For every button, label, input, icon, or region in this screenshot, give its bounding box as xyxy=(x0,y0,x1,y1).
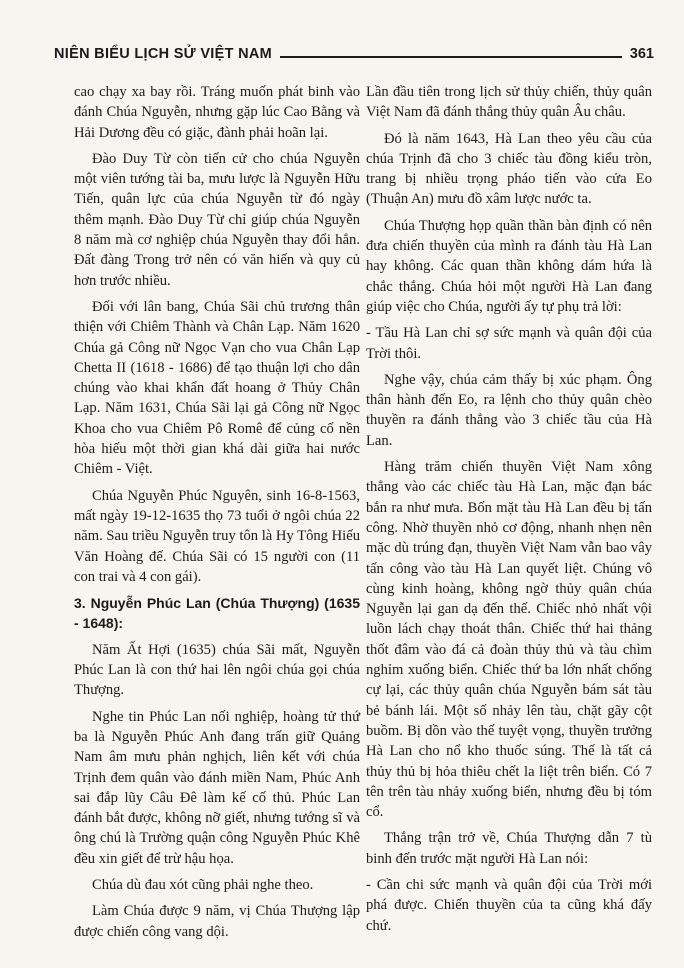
header-rule xyxy=(280,56,622,58)
paragraph: Đối với lân bang, Chúa Sãi chủ trương thân thiện với Chiêm Thành và Chân Lạp. Năm 1620 Chúa gả Công nữ Ngọc Vạn cho vua Chân Lạp Chetta II (1618 - 1686) để tạo thuận lợi cho dân chúng vào khai khẩn đất hoang ở Thủy Chân Lạp. Năm 1631, Chúa Sãi lại gả Công nữ Ngọc Khoa cho vua Chiêm Pô Romê để củng cố nền hòa hiếu một thời gian khá dài giữa hai nước Chiêm - Việt. xyxy=(74,298,360,478)
dialogue-line: - Tầu Hà Lan chỉ sợ sức mạnh và quân đội của Trời thôi. xyxy=(366,325,652,362)
paragraph: Chúa dù đau xót cũng phải nghe theo. xyxy=(92,876,314,893)
paragraph: Đó là năm 1643, Hà Lan theo yêu cầu của chúa Trịnh đã cho 3 chiếc tàu đồng kiểu tròn, trang bị nhiều trọng pháo tiến vào cửa Eo (Thuận An) mưu đồ xâm lược nước ta. xyxy=(366,130,652,208)
paragraph: Nghe vậy, chúa cảm thấy bị xúc phạm. Ông thân hành đến Eo, ra lệnh cho thủy quân chèo thuyền ra đánh thẳng vào 3 chiếc tầu của Hà Lan. xyxy=(366,371,652,449)
page-number: 361 xyxy=(629,46,654,62)
paragraph: Chúa Thượng họp quần thần bàn định có nên đưa chiến thuyền của mình ra đánh tàu Hà Lan hay không. Các quan thần không dám hứa là chắc thắng. Chúa hỏi một người Hà Lan đang giúp việc cho Chúa, người ấy tự phụ trả lời: xyxy=(366,217,652,315)
paragraph: Chúa Nguyễn Phúc Nguyên, sinh 16-8-1563, mất ngày 19-12-1635 thọ 73 tuổi ở ngôi chúa 22 năm. Sau triều Nguyễn truy tôn là Hy Tông Hiếu Văn Hoàng đế. Chúa Sãi có 15 người con (11 con trai và 4 con gái). xyxy=(74,487,360,585)
book-title: NIÊN BIỂU LỊCH SỬ VIỆT NAM xyxy=(54,46,273,62)
right-column xyxy=(366,82,652,942)
paragraph: Năm Ất Hợi (1635) chúa Sãi mất, Nguyễn Phúc Lan là con thứ hai lên ngôi chúa gọi chúa Thượng. xyxy=(74,641,360,699)
paragraph: Đào Duy Từ còn tiến cử cho chúa Nguyễn một viên tướng tài ba, mưu lược là Nguyễn Hữu Tiến, quân lực của chúa Nguyễn từ đó ngày thêm mạnh. Đào Duy Từ chỉ giúp chúa Nguyễn 8 năm mà cơ nghiệp chúa Nguyễn thay đổi hẳn. Đất đàng Trong trở nên có văn hiến và quy củ hơn trước nhiều. xyxy=(74,150,360,289)
paragraph: Làm Chúa được 9 năm, vị Chúa Thượng lập được chiến công vang dội. xyxy=(74,903,360,940)
dialogue-line: - Cần chi sức mạnh và quân đội của Trời mới phá được. Chiến thuyền của ta cũng khá đấy chứ. xyxy=(366,876,652,934)
section-heading: 3. Nguyễn Phúc Lan (Chúa Thượng) (1635 - 1648): xyxy=(74,595,360,632)
left-column xyxy=(74,82,360,948)
paragraph: Hàng trăm chiến thuyền Việt Nam xông thẳng vào các chiếc tàu Hà Lan, mặc đạn bác bắn ra như mưa. Bốn mặt tàu Hà Lan đều bị tấn công. Nhờ thuyền nhỏ cơ động, nhanh nhẹn nên mặc dù trúng đạn, thuyền Việt Nam vẫn bao vây tấn công vào tàu Hà Lan quyết liệt. Chúng vô cùng kinh hoàng, không ngờ thủy quân chúa Nguyễn lại gan dạ đến thế. Chiếc nhỏ nhất vội luồn lách chạy thoát thân. Chiếc thứ hai thảng thốt đâm vào đá cả đoàn thủy thủ và tàu chìm nghỉm xuống biển. Chiếc thứ ba lớn nhất chống cự lại, các thủy quân chúa Nguyễn bám sát tàu bẻ bánh lái. Một số nhảy lên tàu, chặt gãy cột buồm. Bị dồn vào thế tuyệt vọng, thuyền trưởng Hà Lan cho nổ kho thuốc súng. Thế là tất cả thủy thủ bị hỏa thiêu chết la liệt trên biển. Có 7 tên trên tàu nhảy xuống biển, nhưng đều bị tóm cổ. xyxy=(366,459,652,821)
paragraph: Thắng trận trở về, Chúa Thượng dẫn 7 tù binh đến trước mặt người Hà Lan nói: xyxy=(366,830,652,867)
paragraph: Lần đầu tiên trong lịch sử thủy chiến, thủy quân Việt Nam đã đánh thắng thủy quân Âu châu. xyxy=(366,84,652,121)
paragraph: cao chạy xa bay rồi. Tráng muốn phát binh vào đánh Chúa Nguyễn, nhưng gặp lúc Cao Bằng và Hải Dương đều có giặc, đành phải hoãn lại. xyxy=(74,84,360,141)
paragraph: Nghe tin Phúc Lan nối nghiệp, hoàng tử thứ ba là Nguyễn Phúc Anh đang trấn giữ Quảng Nam âm mưu phản nghịch, liên kết với chúa Trịnh đem quân vào đánh miền Nam, Phúc Anh sai đắp lũy Câu Đê làm kế cố thủ. Phúc Lan đánh bắt được, không nỡ giết, nhưng tướng sĩ và ông chú là Trường quận công Nguyễn Phúc Khê đều xin giết để trừ hậu họa. xyxy=(74,708,360,867)
running-header xyxy=(54,40,654,62)
